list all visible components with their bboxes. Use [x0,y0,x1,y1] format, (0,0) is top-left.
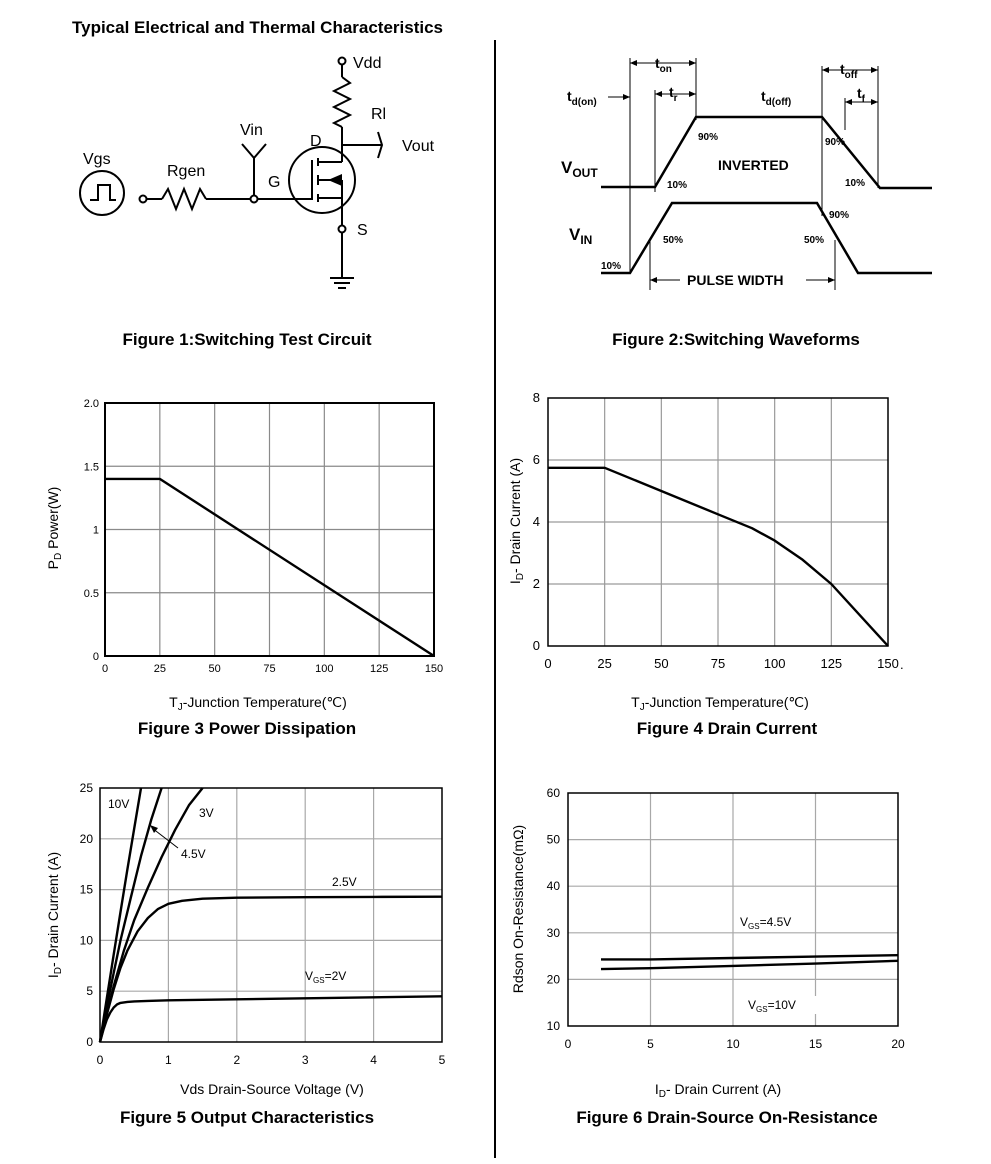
fig5-xtick-label: 5 [438,1053,446,1067]
fig4-ytick-label: 6 [532,452,540,467]
fig4-xtick-label: 0 [544,656,552,671]
fig6-curve-label-4-5v: $V_{GS}=4.5V$ [740,915,792,931]
svg-text:tr: $t_r$ [669,84,678,104]
figure-1-caption: Figure 1:Switching Test Circuit [122,330,372,349]
fig3-xtick-label: 100 [315,663,334,675]
fig6-xtick-label: 0 [564,1037,572,1051]
pulse-width-label: PULSE WIDTH [687,272,784,288]
fig3-ytick-label: 1 [92,524,99,537]
fig4-ytick-label: 2 [532,576,540,591]
fig5-curve-label-10v: 10V [108,797,130,811]
fig6-xtick-label: 20 [891,1037,905,1051]
fig4-ytick-label: 0 [532,638,540,653]
fig5-ytick-label: 15 [79,882,93,897]
label-g: G [268,174,281,191]
page-title: Typical Electrical and Thermal Characteristics [72,18,444,37]
label-vdd: Vdd [353,55,382,72]
fig3-xlabel: $T_J$-Junction Temperature(℃) [169,694,347,713]
fig4-xtick-label: 100 [763,656,786,671]
fig4-xtick-dot: . [900,657,904,672]
fig3-xtick-label: 75 [263,663,276,675]
label-vin: Vin [240,122,263,139]
fig5-ytick-label: 25 [79,781,93,795]
fig6-xtick-label: 15 [808,1037,823,1051]
fig5-xlabel: Vds Drain-Source Voltage (V) [180,1081,364,1097]
label-rgen: Rgen [167,163,206,180]
fig3-xtick-label: 0 [101,663,109,675]
fig6-ytick-label: 50 [546,832,560,847]
svg-text:tf: $t_f$ [857,85,866,105]
fig5-ytick-label: 10 [79,933,93,948]
fig6-ytick-label: 30 [546,925,560,940]
fig4-ylabel: $I_D-$ Drain Current (A) [507,457,526,585]
fig6-xtick-label: 10 [726,1037,740,1051]
svg-text:90%: 90% [825,137,846,148]
figure-2-caption: Figure 2:Switching Waveforms [612,330,860,349]
label-vgs: Vgs [83,151,111,168]
svg-text:toff: $t_{off}$ [840,61,858,81]
figure-3-caption: Figure 3 Power Dissipation [137,719,357,738]
inverted-label: INVERTED [718,157,789,173]
fig6-ytick-label: 40 [546,879,560,894]
fig4-xlabel: $T_J$-Junction Temperature(℃) [631,694,809,713]
fig3-ytick-label: 0.5 [83,587,99,600]
fig5-ylabel: $I_D-$ Drain Current (A) [45,851,64,979]
figure-6-caption: Figure 6 Drain-Source On-Resistance [576,1108,878,1127]
fig4-xtick-label: 75 [710,656,726,671]
svg-text:10%: 10% [601,261,622,272]
fig3-xtick-label: 50 [208,663,221,675]
svg-text:10%: 10% [667,180,688,191]
vout-label: $V_{OUT}$ [561,158,598,180]
fig5-xtick-label: 0 [96,1053,104,1067]
fig3-xtick-label: 25 [153,663,166,675]
fig4-xtick-label: 150 [877,656,899,671]
fig5-curve-label-3v: 3V [199,806,214,820]
fig6-ytick-label: 20 [546,972,560,987]
fig5-ytick-label: 5 [86,984,93,999]
fig4-xtick-label: 25 [597,656,612,671]
fig5-curve-label-2-5v: 2.5V [332,875,357,889]
figure-4-caption: Figure 4 Drain Current [636,719,818,738]
fig5-curve-label-4-5v: 4.5V [181,847,206,861]
fig5-curve-label-2v: $V_{GS}=2V$ [305,969,347,985]
svg-text:10%: 10% [845,178,866,189]
fig5-ytick-label: 20 [79,831,93,846]
label-d: D [310,133,322,150]
svg-text:90%: 90% [829,210,850,221]
label-vout: Vout [402,138,435,155]
fig3-xtick-label: 125 [369,663,389,675]
svg-text:50%: 50% [663,235,684,246]
fig4-ytick-label: 4 [532,514,540,529]
fig5-xtick-label: 3 [301,1053,309,1067]
fig3-ytick-label: 0 [92,651,99,663]
label-rl: Rl [371,106,387,123]
fig5-xtick-label: 1 [165,1053,172,1067]
fig4-xtick-label: 125 [820,656,843,671]
fig6-curve-label-10v: $V_{GS}=10V$ [748,998,796,1014]
label-s: S [357,222,368,239]
fig5-xtick-label: 4 [370,1053,377,1067]
svg-text:td(on): $t_{d(on)}$ [567,88,597,108]
svg-text:50%: 50% [804,235,825,246]
fig5-xtick-label: 2 [233,1053,241,1067]
fig6-ylabel: Rdson On-Resistance(mΩ) [510,824,526,994]
fig4-xtick-label: 50 [654,656,669,671]
svg-text:90%: 90% [698,132,719,143]
fig4-ytick-label: 8 [532,390,540,405]
svg-text:td(off): $t_{d(off)}$ [761,88,792,108]
svg-text:ton: $t_{on}$ [655,55,672,75]
fig5-ytick-label: 0 [86,1035,93,1049]
fig6-ytick-label: 10 [546,1019,560,1033]
fig6-xlabel: $I_D-$ Drain Current (A) [654,1081,782,1100]
fig3-xtick-label: 150 [424,663,444,675]
fig3-ylabel: $P_D$ Power(W) [45,486,64,570]
fig3-ytick-label: 2.0 [83,398,99,410]
fig6-ytick-label: 60 [546,786,560,800]
vin-label: $V_{IN}$ [569,225,593,247]
fig6-xtick-label: 5 [647,1037,654,1051]
figure-5-caption: Figure 5 Output Characteristics [119,1108,375,1127]
fig3-ytick-label: 1.5 [83,461,99,474]
